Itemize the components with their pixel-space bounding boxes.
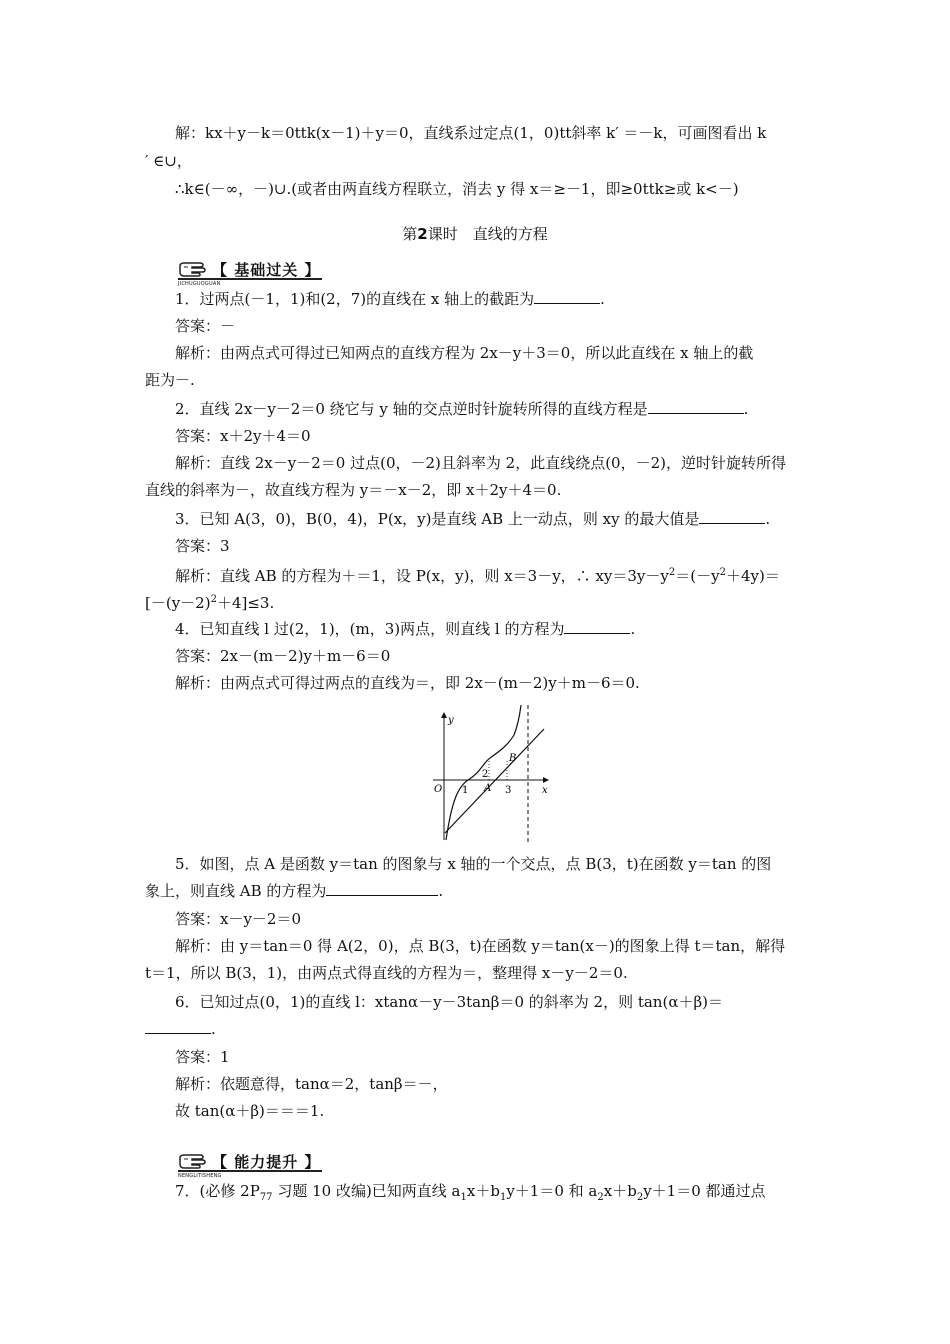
question-7-part: x＋b	[466, 1182, 500, 1200]
superscript: 2	[210, 594, 217, 605]
solution-3-line-1	[175, 562, 810, 587]
question-7-part: 习题 10 改编)已知两直线 a	[272, 1182, 461, 1200]
subscript: 1	[460, 1192, 467, 1203]
solution-2-line-1: 解析：直线 2x－y－2＝0 过点(0，－2)且斜率为 2，此直线绕点(0，－2)，逆时针旋转所得	[175, 454, 786, 472]
solution-3-part: ＋4]≤3.	[216, 594, 275, 612]
origin-label: O	[434, 784, 443, 795]
answer-blank	[564, 619, 630, 634]
solution-3-line-2	[145, 589, 810, 614]
question-2-text: 2．直线 2x－y－2＝0 绕它与 y 轴的交点逆时针旋转所得的直线方程是	[175, 400, 648, 418]
solution-2-line-2: 直线的斜率为－，故直线方程为 y＝－x－2，即 x＋2y＋4＝0.	[145, 481, 562, 499]
intro-line-2: ′ ∈∪，	[145, 152, 192, 170]
question-4: 4．已知直线 l 过(2，1)，(m，3)两点，则直线 l 的方程为 .	[175, 620, 636, 638]
subscript: 77	[259, 1192, 273, 1203]
solution-1-line-1: 解析：由两点式可得过已知两点的直线方程为 2x－y＋3＝0，所以此直线在 x 轴上的截	[175, 344, 754, 362]
section-title-basic: 【 基础过关 】	[212, 261, 321, 279]
question-5-line-1: 5．如图，点 A 是函数 y＝tan 的图象与 x 轴的一个交点，点 B(3，t)在函数 y＝tan 的图	[175, 855, 772, 873]
question-4-text: 4．已知直线 l 过(2，1)，(m，3)两点，则直线 l 的方程为	[175, 620, 565, 638]
point-b-label: B	[509, 753, 517, 764]
question-6-line-2: .	[145, 1018, 810, 1040]
intro-line-1: 解：kx＋y－k＝0ttk(x－1)＋y＝0，直线系过定点(1，0)tt斜率 k′ ＝－k，可画图看出 k	[175, 124, 767, 142]
question-5-text: 象上，则直线 AB 的方程为	[145, 882, 327, 900]
subscript: 2	[597, 1192, 604, 1203]
tick-label-3: 3	[505, 785, 512, 796]
answer-1: 答案：－	[175, 317, 236, 335]
solution-3-part: 解析：直线 AB 的方程为＋＝1，设 P(x，y)，则 x＝3－y，∴ xy＝3y－y	[175, 567, 669, 585]
answer-2: 答案：x＋2y＋4＝0	[175, 427, 311, 445]
answer-4: 答案：2x－(m－2)y＋m－6＝0	[175, 647, 391, 665]
question-3: 3．已知 A(3，0)，B(0，4)，P(x，y)是直线 AB 上一动点，则 xy 的最大值是 .	[175, 510, 771, 528]
solution-6-line-1: 解析：依题意得，tanα＝2，tanβ＝－，	[175, 1075, 448, 1093]
lesson-title-text: 课时 直线的方程	[427, 225, 548, 243]
answer-6: 答案：1	[175, 1048, 230, 1066]
section-title-advanced: 【 能力提升 】	[212, 1153, 321, 1171]
question-7	[175, 1180, 810, 1209]
x-axis-label: x	[542, 785, 548, 796]
tick-label-2: 2	[482, 769, 489, 780]
banner-rule	[178, 278, 322, 280]
question-1: 1．过两点(－1，1)和(2，7)的直线在 x 轴上的截距为 .	[175, 290, 605, 308]
superscript: 2	[719, 567, 726, 578]
point-a-label: A	[484, 783, 492, 794]
lesson-title	[0, 223, 950, 244]
solution-1-line-2: 距为－.	[145, 371, 195, 389]
question-7-part: 7．(必修 2P	[175, 1182, 260, 1200]
question-7-part: y＋1＝0 和 a	[506, 1182, 598, 1200]
section-pinyin-advanced: NENGLITISHENG	[178, 1173, 222, 1179]
solution-6-line-2: 故 tan(α＋β)＝＝＝1.	[175, 1102, 325, 1120]
answer-blank	[648, 399, 744, 414]
question-2: 2．直线 2x－y－2＝0 绕它与 y 轴的交点逆时针旋转所得的直线方程是 .	[175, 400, 749, 418]
solution-5-line-2: t＝1，所以 B(3，1)，由两点式得直线的方程为＝，整理得 x－y－2＝0.	[145, 964, 628, 982]
pointing-hand-icon	[178, 1152, 210, 1170]
section-pinyin-basic: JICHUGUOGUAN	[178, 281, 221, 287]
subscript: 1	[499, 1192, 507, 1203]
question-3-text: 3．已知 A(3，0)，B(0，4)，P(x，y)是直线 AB 上一动点，则 xy 的最大值是	[175, 510, 700, 528]
answer-blank	[326, 881, 438, 896]
question-6-line-1: 6．已知过点(0，1)的直线 l：xtanα－y－3tanβ＝0 的斜率为 2，则 tan(α＋β)＝	[175, 993, 723, 1011]
intro-line-3: ∴k∈(－∞，－)∪.(或者由两直线方程联立，消去 y 得 x＝≥－1，即≥0ttk≥或 k<－)	[175, 180, 739, 198]
lesson-title-prefix: 第	[402, 225, 418, 243]
superscript: 2	[668, 567, 676, 578]
answer-blank	[145, 1019, 211, 1034]
answer-5: 答案：x－y－2＝0	[175, 910, 302, 928]
answer-blank	[534, 289, 600, 304]
solution-5-line-1: 解析：由 y＝tan＝0 得 A(2，0)，点 B(3，t)在函数 y＝tan(x－)的图象上得 t＝tan，解得	[175, 937, 786, 955]
subscript: 2	[636, 1192, 644, 1203]
pointing-hand-icon	[178, 260, 210, 278]
solution-3-part: [－(y－2)	[145, 594, 211, 612]
banner-rule	[178, 1170, 322, 1172]
section-banner-basic	[178, 258, 328, 287]
solution-4: 解析：由两点式可得过两点的直线为＝，即 2x－(m－2)y＋m－6＝0.	[175, 674, 640, 692]
question-7-part: y＋1＝0 都通过点	[643, 1182, 766, 1200]
section-banner-advanced	[178, 1150, 328, 1179]
answer-blank	[699, 509, 765, 524]
answer-3: 答案：3	[175, 537, 230, 555]
y-axis-label: y	[448, 715, 454, 726]
solution-3-part: ＝(－y	[675, 567, 720, 585]
line-ab	[445, 729, 544, 833]
tick-label-1: 1	[462, 785, 469, 796]
question-7-part: x＋b	[603, 1182, 637, 1200]
question-5-line-2: 象上，则直线 AB 的方程为 .	[145, 882, 444, 900]
question-1-text: 1．过两点(－1，1)和(2，7)的直线在 x 轴上的截距为	[175, 290, 535, 308]
tangent-graph-figure	[428, 705, 558, 847]
lesson-title-number: 2	[417, 225, 428, 243]
solution-3-part: ＋4y)＝	[725, 567, 780, 585]
